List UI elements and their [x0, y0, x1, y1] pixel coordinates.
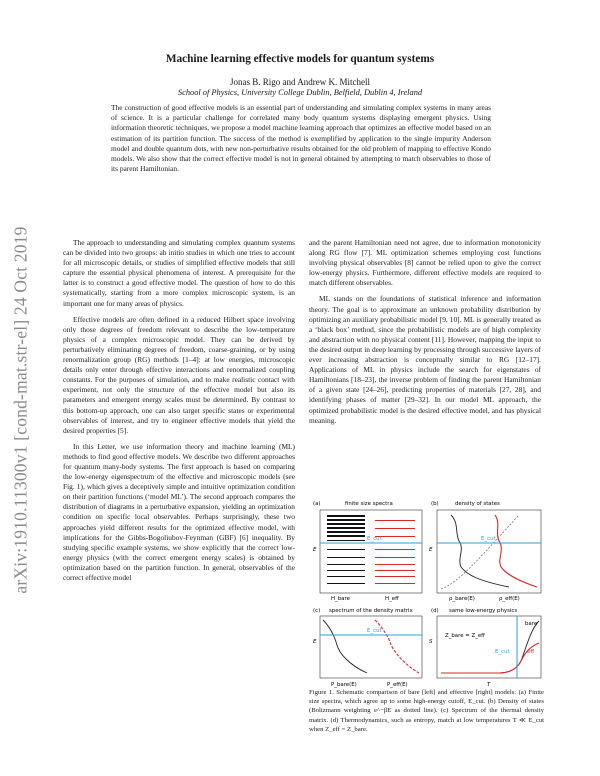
axis-t-label: T: [487, 682, 491, 688]
panel-a-title: finite size spectra: [345, 501, 393, 507]
entropy-bare-curve: [441, 621, 539, 673]
rho-bare-label: ρ_bare(E): [449, 596, 475, 602]
right-column: [309, 238, 541, 432]
eff-spectrum-levels: [375, 520, 415, 584]
panel-a-label: (a): [313, 501, 321, 507]
paragraph: Effective models are often defined in a reduced Hilbert space involving only those degrees of freedom relevant to describe the low-temperature physics of a complex microscopic model. They can be derived by perturbatively eliminating degrees of freedom, coarse-graining, or by using renormalization group (RG) methods [1–4]: at low energies, microscopic details only enter through effective interactions and renormalized coupling constants. For the purposes of simulation, and to make realistic contact with experiment, not only the structure of the effective model but also its parameters and emergent energy scales must be determined. By contrast to this bottom-up approach, one can also target specific states or experimental observables of interest, and try to engineer effective models that yield the desired properties [5].: [63, 314, 295, 435]
paper-abstract: The construction of good effective models is an essential part of understanding and simulating complex systems in many areas of science. It is a particular challenge for correlated many body quantum systems displaying emergent physics. Using information theoretic techniques, we propose a model machine learning approach that optimizes an effective model based on an estimation of its partition function. The success of the method is exemplified by application to the single impurity Anderson model and double quantum dots, with new non-perturbative results obtained for the old problem of mapping to effective Kondo models. We also show that the correct effective model is not in general obtained by attempting to match observables to those of its parent Hamiltonian.: [111, 103, 491, 174]
rho-bare-curve: [451, 515, 509, 587]
entropy-eff-curve: [441, 643, 539, 673]
axis-s-label: S: [429, 639, 433, 645]
panel-b-title: density of states: [455, 501, 500, 507]
z-equality-label: Z_bare = Z_eff: [445, 633, 485, 639]
axis-e-label-c: E: [313, 639, 317, 645]
h-eff-label: H_eff: [385, 596, 399, 602]
panel-c-label: (c): [313, 608, 321, 614]
left-column: [63, 238, 295, 589]
p-bare-curve: [323, 620, 367, 673]
panel-b-label: (b): [431, 501, 439, 507]
arxiv-stamp: arXiv:1910.11300v1 [cond-mat.str-el] 24 Oct 2019: [10, 226, 31, 594]
p-bare-label: P_bare(E): [331, 682, 357, 688]
figure-1: [309, 493, 544, 689]
boltzmann-weight-curve: [441, 515, 519, 589]
eff-curve-label: eff: [527, 649, 535, 655]
paragraph: ML stands on the foundations of statistical inference and information theory. The goal is to approximate an unknown probability distribution by optimizing an auxiliary probabilistic model [9, 10]. ML is generally treated as a ‘black box’ method, since the probabilistic models are of high complexity and abstraction with no physical content [11]. However, mapping the input to the desired output in deep learning by processing through successive layers of ever increasing abstraction is conceptually similar to RG [12–17]. Applications of ML in physics include the search for eigenstates of Hamiltonians [18–23], the inverse problem of finding the parent Hamiltonian of a given state [24–26], predicting properties of materials [27, 28], and identifying phases of matter [29–32]. In our model ML approach, the optimized probabilistic model is the desired effective model, and has physical meaning.: [309, 294, 541, 425]
rho-eff-label: ρ_eff(E): [499, 596, 520, 602]
panel-a-frame: [320, 510, 422, 593]
p-eff-label: P_eff(E): [387, 682, 408, 688]
paper-affiliation: School of Physics, University College Dublin, Belfield, Dublin 4, Ireland: [177, 88, 423, 97]
ecut-label-a: E_cut: [367, 536, 382, 542]
paragraph: and the parent Hamiltonian need not agree, due to information monotonicity along RG flow [7]. ML optimization schemes employing cost functions involving physical observables [8] cannot be relied upon to give the correct low-energy physics. Furthermore, different effective models are required to match different observables.: [309, 238, 541, 288]
paragraph: The approach to understanding and simulating complex quantum systems can be divided into two groups: ab initio studies in which one tries to account for all microscopic details, or studies of simplified effective models that still capture the essential physical phenomena of interest. A prerequisite for the latter is to construct a good effective model. The question of how to do this systematically, starting from a more complex microscopic system, is an important one for many areas of physics.: [63, 238, 295, 308]
paragraph: In this Letter, we use information theory and machine learning (ML) methods to find good effective models. We describe two different approaches for quantum many-body systems. The first approach is based on comparing the low-energy eigenspectrum of the effective and microscopic models (see Fig. 1), which gives a deceptively simple and intuitive optimization condition on their partition functions (‘model ML’). The second approach compares the distribution of diagrams in a perturbative expansion, yielding an optimization condition on specific local observables. Perhaps surprisingly, these two approaches yield different results for the optimized effective model, with implications for the Gibbs-Bogoliubov-Feynman (GBF) [6] inequality. By studying specific example systems, we show explicitly that the correct low-energy physics (with the correct emergent energy scales) is obtained by optimization based on the partition function. In general, observables of the correct effective model: [63, 441, 295, 582]
paper-authors: Jonas B. Rigo and Andrew K. Mitchell: [230, 77, 370, 87]
ecut-label-d: E_cut: [495, 649, 510, 655]
figure-1-svg: [309, 493, 544, 689]
figure-caption: Figure 1. Schematic comparison of bare [left] and effective [right] models: (a) Finite size spectra, which agree up to some high-energy cutoff, E_cut. (b) Density of states (Boltzmann weighting e^−βE as dotted line). (c) Spectrum of the thermal density matrix. (d) Thermodynamics, such as entropy, match at low temperatures T ≪ E_cut when Z_eff = Z_bare.: [309, 689, 544, 733]
axis-e-label-b: E: [429, 547, 433, 553]
rho-eff-curve: [495, 515, 537, 587]
h-bare-label: H_bare: [331, 596, 350, 602]
panel-c-title: spectrum of the density matrix: [329, 608, 413, 614]
paper-title: Machine learning effective models for quantum systems: [165, 53, 435, 65]
panel-d-title: same low-energy physics: [449, 608, 518, 614]
panel-c-frame: [320, 616, 422, 678]
ecut-label-b: E_cut: [481, 536, 496, 542]
panel-b-frame: [437, 510, 541, 593]
axis-e-label: E: [313, 547, 317, 553]
ecut-label-c: E_cut: [367, 628, 382, 634]
bare-spectrum-levels: [327, 515, 365, 584]
panel-d-label: (d): [431, 608, 439, 614]
bare-curve-label: bare: [525, 621, 538, 627]
